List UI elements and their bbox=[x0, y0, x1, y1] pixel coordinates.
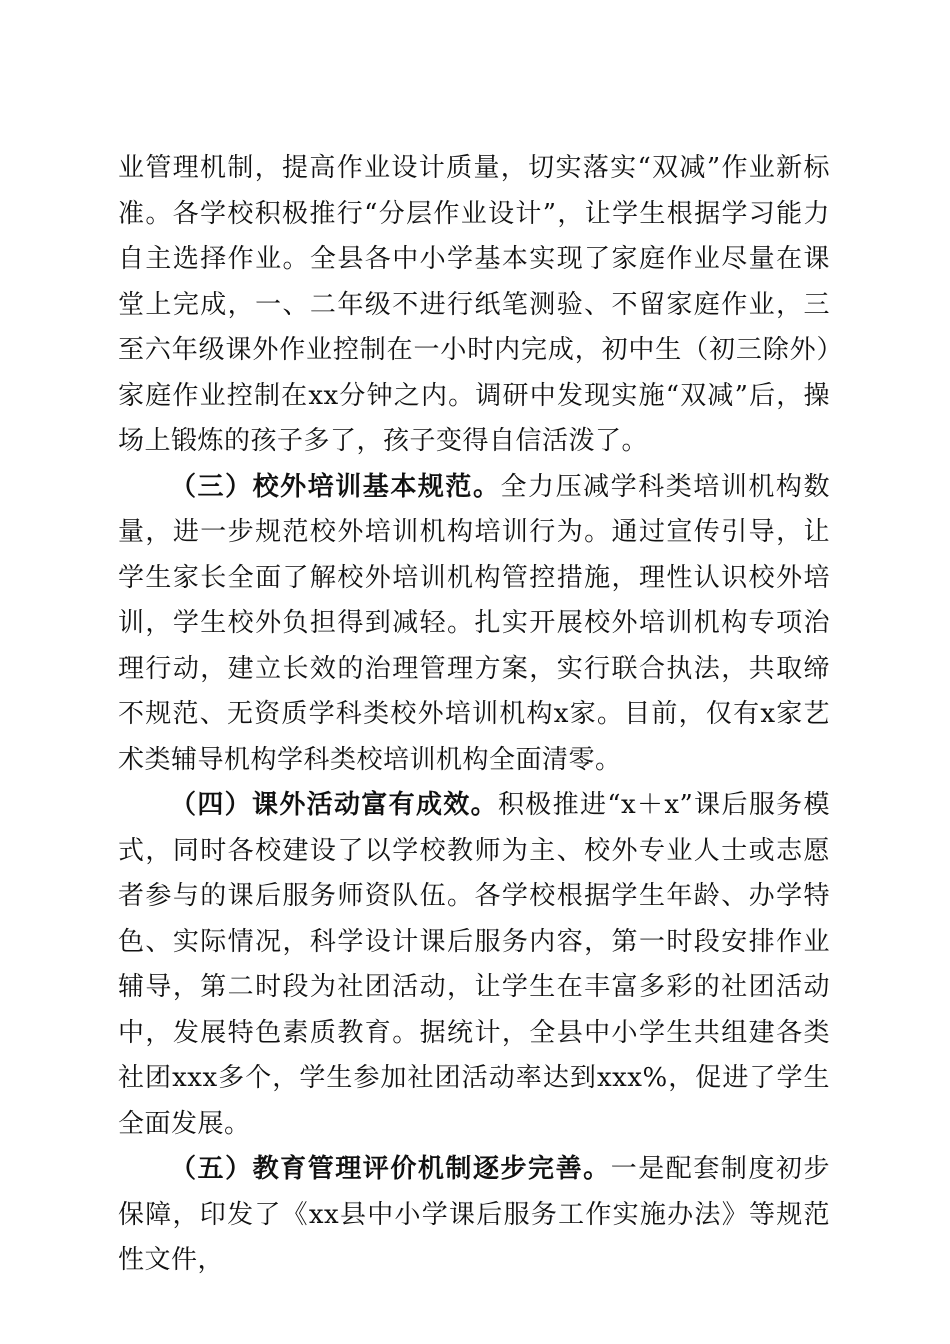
section-4-heading: （四）课外活动富有成效。 bbox=[170, 790, 498, 820]
section-4-body: 积极推进“x＋x”课后服务模式，同时各校建设了以学校教师为主、校外专业人士或志愿者参与的课后服务师资队伍。各学校根据学生年龄、办学特色、实际情况，科学设计课后服务内容，第一时段安排作业辅导，第二时段为社团活动，让学生在丰富多彩的社团活动中，发展特色素质教育。据统计，全县中小学生共组建各类社团xxx多个，学生参加社团活动率达到xxx%，促进了学生全面发展。 bbox=[118, 790, 830, 1139]
section-3-heading: （三）校外培训基本规范。 bbox=[170, 471, 501, 502]
section-3-paragraph bbox=[118, 465, 830, 784]
section-5-paragraph bbox=[118, 1147, 830, 1284]
paragraph-text: 业管理机制，提高作业设计质量，切实落实“双减”作业新标准。各学校积极推行“分层作业设计”，让学生根据学习能力自主选择作业。全县各中小学基本实现了家庭作业尽量在课堂上完成，一、二年级不进行纸笔测验、不留家庭作业，三至六年级课外作业控制在一小时内完成，初中生（初三除外）家庭作业控制在xx分钟之内。调研中发现实施“双减”后，操场上锻炼的孩子多了，孩子变得自信活泼了。 bbox=[118, 153, 830, 456]
section-3-body: 全力压减学科类培训机构数量，进一步规范校外培训机构培训行为。通过宣传引导，让学生家长全面了解校外培训机构管控措施，理性认识校外培训，学生校外负担得到减轻。扎实开展校外培训机构专项治理行动，建立长效的治理管理方案，实行联合执法，共取缔不规范、无资质学科类校外培训机构x家。目前，仅有x家艺术类辅导机构学科类校培训机构全面清零。 bbox=[118, 471, 830, 775]
document-body bbox=[118, 146, 830, 1284]
paragraph-continuation bbox=[118, 146, 830, 465]
section-4-paragraph bbox=[118, 783, 830, 1147]
section-5-heading: （五）教育管理评价机制逐步完善。 bbox=[170, 1154, 611, 1184]
section-5-body: 一是配套制度初步保障，印发了《xx县中小学课后服务工作实施办法》等规范性文件， bbox=[118, 1154, 830, 1275]
